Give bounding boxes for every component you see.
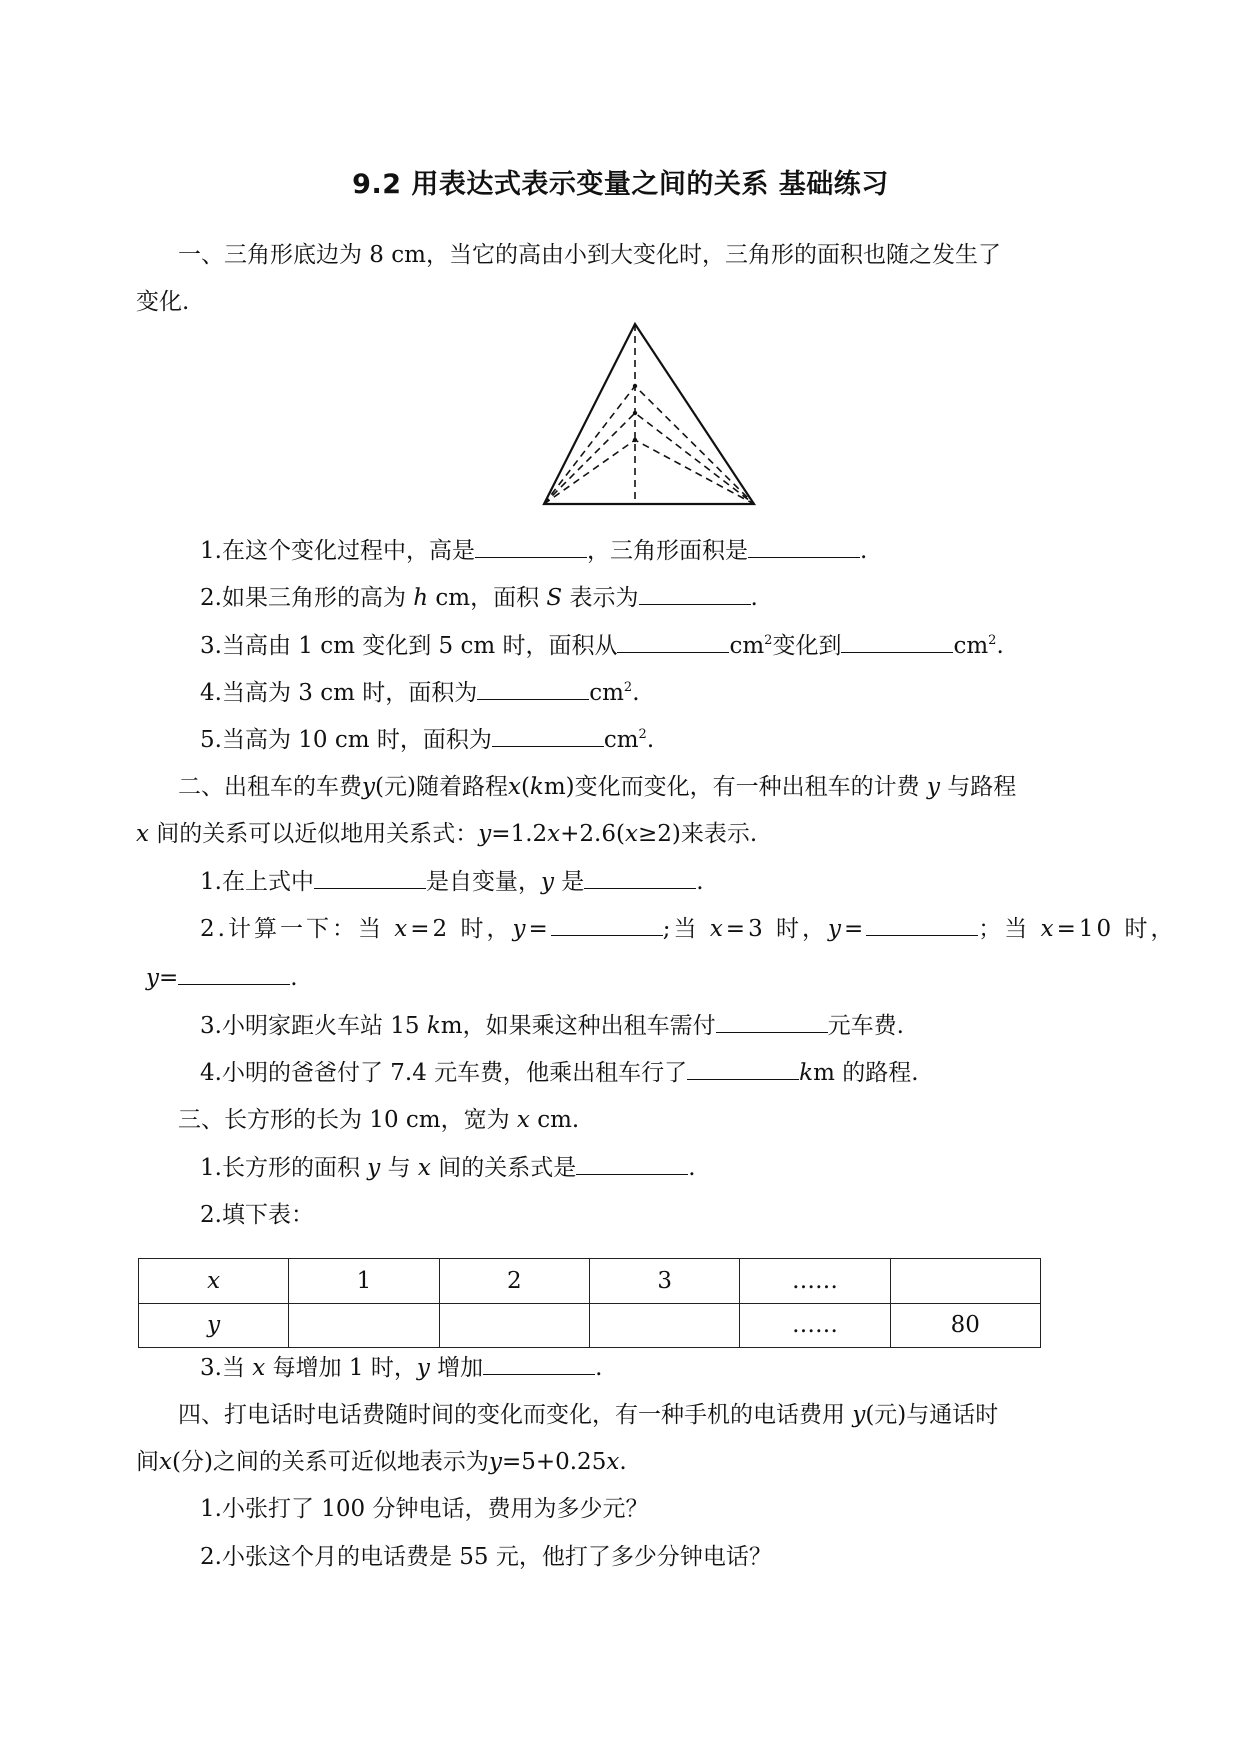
answer-blank[interactable] [492, 724, 604, 747]
answer-blank[interactable] [584, 866, 696, 889]
answer-blank[interactable] [477, 677, 589, 700]
page-title: 9.2 用表达式表示变量之间的关系 基础练习 [352, 169, 889, 200]
table-cell-input[interactable] [589, 1303, 739, 1348]
section-4-question-1: 1.小张打了 100 分钟电话，费用为多少元？ [200, 1496, 649, 1522]
section-1-question-2: 2.如果三角形的高为 h cm，面积 S 表示为 . [200, 582, 758, 613]
table-cell: 3 [589, 1259, 739, 1304]
section-1-question-4: 4.当高为 3 cm 时，面积为 $cm^2$. [200, 677, 640, 708]
value-table [138, 1258, 1041, 1348]
answer-blank[interactable] [576, 1152, 688, 1175]
section-3-question-1: 1.长方形的面积 y 与 x 间的关系式是 . [200, 1152, 696, 1183]
section-1-question-1: 1.在这个变化过程中，高是 ，三角形面积是 . [200, 535, 867, 566]
answer-blank[interactable] [687, 1057, 799, 1080]
table-cell: …… [740, 1259, 890, 1304]
table-cell-input[interactable] [289, 1303, 439, 1348]
section-4-intro-line-1: 四、打电话时电话费随时间的变化而变化，有一种手机的电话费用 y(元)与通话时 [178, 1402, 999, 1428]
table-cell: 1 [289, 1259, 439, 1304]
answer-blank[interactable] [866, 913, 978, 936]
table-cell: x [139, 1259, 289, 1304]
answer-blank[interactable] [314, 866, 426, 889]
answer-blank[interactable] [639, 582, 751, 605]
section-2-intro-line-2: x 间的关系可以近似地用关系式：y=1.2x+2.6(x≥2)来表示. [136, 821, 758, 847]
answer-blank[interactable] [178, 962, 290, 985]
table-cell: y [139, 1303, 289, 1348]
section-3-question-3: 3.当 x 每增加 1 时，y 增加 . [200, 1352, 602, 1383]
section-4-intro-line-2: 间x(分)之间的关系可近似地表示为y=5+0.25x. [136, 1449, 627, 1475]
section-1-question-3: 3.当高由 1 cm 变化到 5 cm 时，面积从 $cm^2$变化到 $cm^2$. [200, 630, 1004, 661]
section-1-question-5: 5.当高为 10 cm 时，面积为 $cm^2$. [200, 724, 654, 755]
section-3-intro: 三、长方形的长为 10 cm，宽为 x cm. [178, 1107, 580, 1133]
section-2-intro-line-1: 二、出租车的车费y(元)随着路程x(km)变化而变化，有一种出租车的计费 y 与路程 [178, 774, 1017, 800]
section-2-question-3: 3.小明家距火车站 15 km，如果乘这种出租车需付 元车费. [200, 1010, 904, 1041]
section-4-question-2: 2.小张这个月的电话费是 55 元，他打了多少分钟电话？ [200, 1544, 772, 1570]
section-2-question-4: 4.小明的爸爸付了 7.4 元车费，他乘出租车行了 km 的路程. [200, 1057, 919, 1088]
answer-blank[interactable] [617, 630, 729, 653]
section-2-question-2: 2.计算一下：当 x=2 时，y= ;当 x=3 时，y= ；当 x=10 时， [200, 913, 1176, 944]
table-row [139, 1259, 1041, 1304]
answer-blank[interactable] [748, 535, 860, 558]
section-1-intro-line-2: 变化. [136, 289, 190, 315]
table-cell-input[interactable] [439, 1303, 589, 1348]
answer-blank[interactable] [483, 1352, 595, 1375]
section-3-question-2: 2.填下表： [200, 1202, 314, 1228]
section-2-question-2-cont: y= . [146, 962, 298, 993]
triangle-height-figure [538, 318, 760, 510]
table-cell: 80 [890, 1303, 1040, 1348]
table-cell: …… [740, 1303, 890, 1348]
table-row [139, 1303, 1041, 1348]
answer-blank[interactable] [716, 1010, 828, 1033]
section-2-question-1: 1.在上式中 是自变量，y 是 . [200, 866, 704, 897]
answer-blank[interactable] [475, 535, 587, 558]
section-1-intro-line-1: 一、三角形底边为 8 cm，当它的高由小到大变化时，三角形的面积也随之发生了 [178, 242, 1001, 268]
table-cell: 2 [439, 1259, 589, 1304]
answer-blank[interactable] [551, 913, 663, 936]
table-cell-input[interactable] [890, 1259, 1040, 1304]
answer-blank[interactable] [841, 630, 953, 653]
